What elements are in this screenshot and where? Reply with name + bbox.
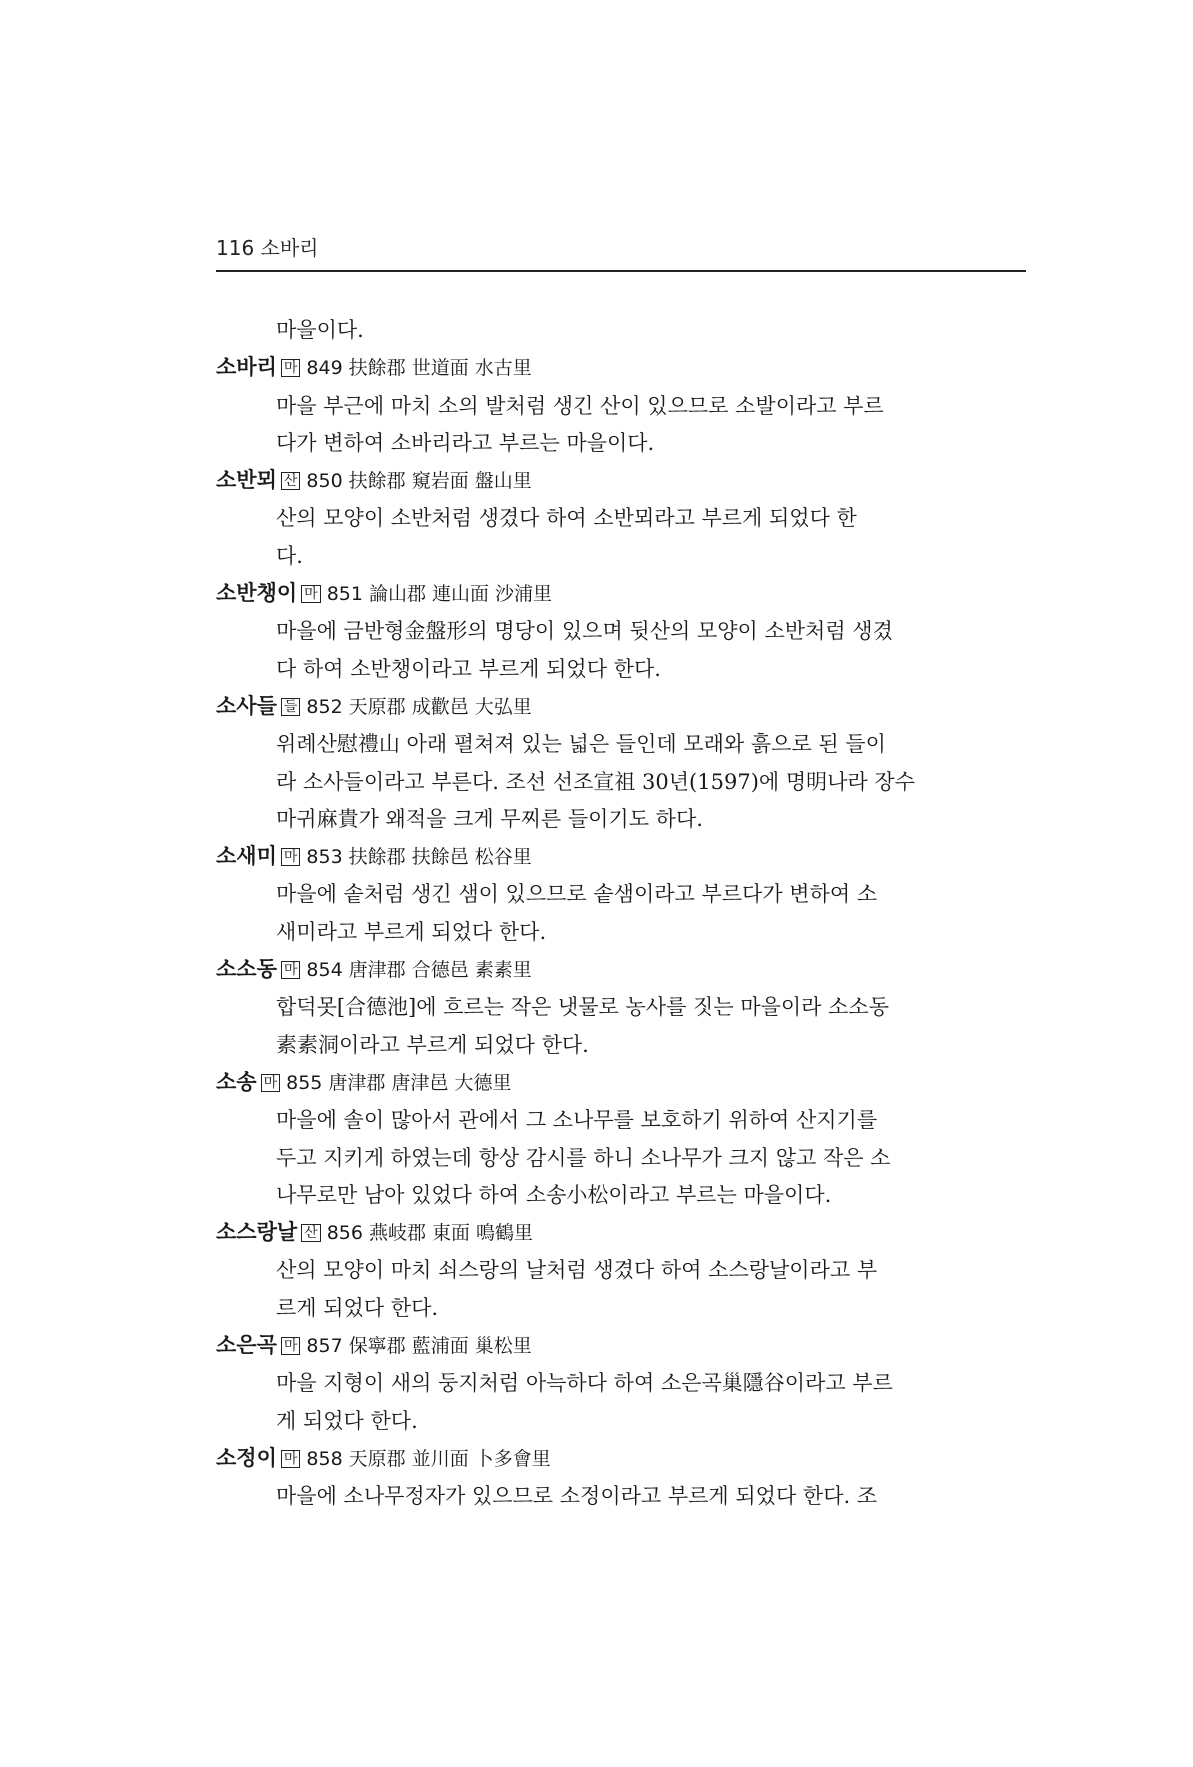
entry-location: 唐津郡 唐津邑 大德里	[328, 1071, 512, 1094]
category-badge: 마	[281, 359, 301, 377]
entry-headword: 소사들	[216, 693, 277, 718]
entry-headword: 소스랑날	[216, 1220, 298, 1245]
entry-location: 唐津郡 合德邑 素素里	[348, 959, 532, 982]
entry-text-line: 마귀麻貴가 왜적을 크게 무찌른 들이기도 하다.	[276, 806, 703, 831]
entry-text-line: 나무로만 남아 있었다 하여 소송小松이라고 부르는 마을이다.	[276, 1182, 832, 1207]
entry-number: 849	[306, 357, 343, 380]
category-badge: 마	[281, 1450, 301, 1468]
entry-heading	[216, 462, 1031, 500]
entry-location: 天原郡 並川面 卜多會里	[348, 1447, 551, 1470]
entry-number: 854	[306, 959, 343, 982]
category-badge: 마	[281, 961, 301, 979]
entry-headword: 소바리	[216, 355, 277, 380]
entry-location: 扶餘郡 扶餘邑 松谷里	[348, 846, 532, 869]
entry-headword: 소반뫼	[216, 468, 277, 493]
entry-text-line: 새미라고 부르게 되었다 한다.	[276, 919, 547, 944]
entry-text-line: 산의 모양이 마치 쇠스랑의 날처럼 생겼다 하여 소스랑날이라고 부	[276, 1258, 878, 1283]
category-badge: 산	[301, 1224, 321, 1242]
entry-text-line: 마을에 금반형金盤形의 명당이 있으며 뒷산의 모양이 소반처럼 생겼	[276, 619, 893, 644]
category-badge: 마	[281, 848, 301, 866]
entry-heading	[216, 688, 1031, 726]
entry-text-line: 마을에 솥처럼 생긴 샘이 있으므로 솥샘이라고 부르다가 변하여 소	[276, 882, 878, 907]
entry-heading	[216, 1064, 1031, 1102]
category-badge: 마	[301, 585, 321, 603]
entry-number: 852	[306, 695, 343, 718]
entry-text-line: 素素洞이라고 부르게 되었다 한다.	[276, 1032, 589, 1057]
entry-number: 850	[306, 470, 343, 493]
entry-text-line: 마을이다.	[276, 318, 364, 342]
entry-headword: 소소동	[216, 957, 277, 982]
entry-text-line: 산의 모양이 소반처럼 생겼다 하여 소반뫼라고 부르게 되었다 한	[276, 506, 857, 531]
entry-heading	[216, 1327, 1031, 1365]
entry-text-line: 라 소사들이라고 부른다. 조선 선조宣祖 30년(1597)에 명明나라 장수	[276, 769, 915, 794]
entry-headword: 소반챙이	[216, 581, 298, 606]
entry-text-line: 마을 지형이 새의 둥지처럼 아늑하다 하여 소은곡巢隱谷이라고 부르	[276, 1371, 893, 1396]
entry-number: 855	[286, 1071, 323, 1094]
entry-text-line: 마을에 솔이 많아서 관에서 그 소나무를 보호하기 위하여 산지기를	[276, 1108, 878, 1133]
entry-text-line: 다.	[276, 543, 303, 568]
entry-location: 燕岐郡 東面 鳴鶴里	[368, 1222, 534, 1245]
running-head: 116 소바리	[216, 236, 319, 260]
entry-location: 保寧郡 藍浦面 巢松里	[348, 1335, 532, 1358]
entry-headword: 소새미	[216, 844, 277, 869]
entry-text-line: 두고 지키게 하였는데 항상 감시를 하니 소나무가 크지 않고 작은 소	[276, 1145, 891, 1170]
category-badge: 산	[281, 472, 301, 490]
entry-number: 857	[306, 1335, 343, 1358]
entry-text-line: 위례산慰禮山 아래 펼쳐져 있는 넓은 들인데 모래와 흙으로 된 들이	[276, 732, 886, 757]
entry-number: 851	[326, 583, 363, 606]
entry-number: 858	[306, 1447, 343, 1470]
entry-location: 天原郡 成歡邑 大弘里	[348, 695, 532, 718]
entry-heading	[216, 349, 1031, 387]
entry-number: 856	[326, 1222, 363, 1245]
entry-location: 扶餘郡 窺岩面 盤山里	[348, 470, 532, 493]
entry-heading	[216, 1440, 1031, 1478]
entry-text-line: 합덕못[合德池]에 흐르는 작은 냇물로 농사를 짓는 마을이라 소소동	[276, 995, 889, 1020]
entry-text-line: 마을에 소나무정자가 있으므로 소정이라고 부르게 되었다 한다. 조	[276, 1484, 878, 1509]
entry-location: 論山郡 連山面 沙浦里	[368, 583, 553, 606]
header-rule	[216, 270, 1026, 272]
entry-heading	[216, 838, 1031, 876]
entry-heading	[216, 1214, 1031, 1252]
entry-headword: 소송	[216, 1069, 257, 1094]
entry-headword: 소정이	[216, 1445, 277, 1470]
category-badge: 들	[281, 698, 301, 716]
entry-headword: 소은곡	[216, 1333, 277, 1358]
category-badge: 마	[261, 1074, 281, 1092]
entry-heading	[216, 951, 1031, 989]
category-badge: 마	[281, 1337, 301, 1355]
entry-list	[216, 312, 1031, 1516]
entry-text-line: 다 하여 소반챙이라고 부르게 되었다 한다.	[276, 656, 661, 681]
entry-text-line: 게 되었다 한다.	[276, 1408, 418, 1433]
entry-location: 扶餘郡 世道面 水古里	[348, 357, 532, 380]
entry-text-line: 르게 되었다 한다.	[276, 1295, 439, 1320]
entry-text-line: 다가 변하여 소바리라고 부르는 마을이다.	[276, 430, 655, 455]
entry-heading	[216, 575, 1031, 613]
entry-text-line: 마을 부근에 마치 소의 발처럼 생긴 산이 있으므로 소발이라고 부르	[276, 393, 884, 418]
entry-number: 853	[306, 846, 343, 869]
